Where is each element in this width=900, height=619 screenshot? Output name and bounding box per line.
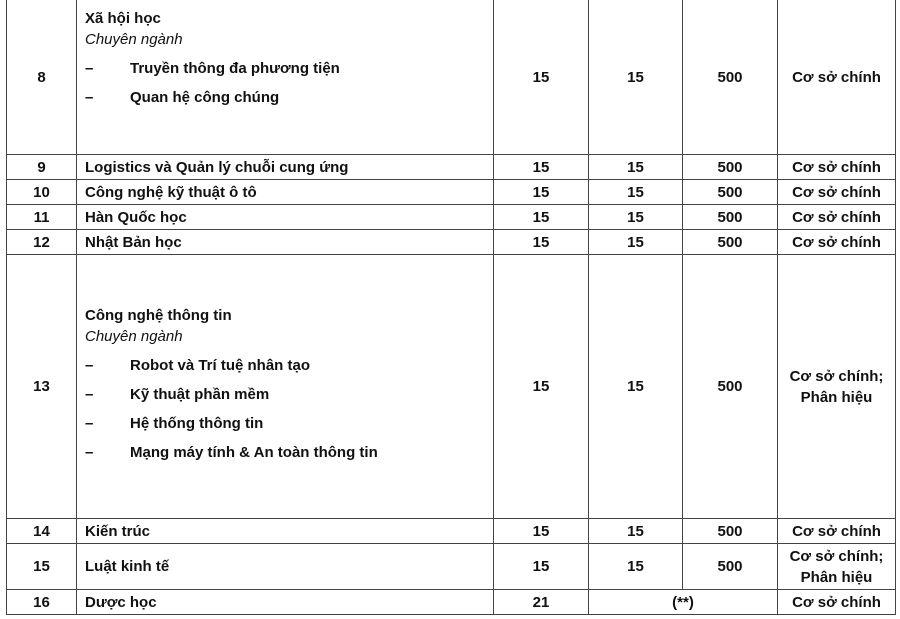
campus-cell: [778, 255, 896, 519]
admissions-table: [6, 0, 896, 615]
quota-cell-1: 15: [494, 155, 589, 180]
row-number: 11: [7, 205, 77, 230]
table-row: [7, 255, 896, 519]
campus-cell: [778, 230, 896, 255]
row-number: 14: [7, 519, 77, 544]
quota-cell-2: 15: [589, 205, 683, 230]
campus-name: Cơ sở chính: [792, 208, 881, 226]
merged-quota-cell: (**): [589, 590, 778, 615]
program-name: Hàn Quốc học: [85, 208, 187, 226]
campus-name: Cơ sở chính: [792, 522, 881, 540]
row-number: 16: [7, 590, 77, 615]
row-number: 8: [7, 0, 77, 155]
quota-cell-1: 15: [494, 255, 589, 519]
program-name: Dược học: [85, 593, 157, 611]
program-name: Nhật Bản học: [85, 233, 182, 251]
campus-name: Cơ sở chính;: [789, 367, 884, 385]
program-cell: [77, 205, 494, 230]
specialization-item: [85, 380, 485, 409]
specialization-name: Truyền thông đa phương tiện: [130, 59, 340, 77]
specialization-label: Chuyên ngành: [85, 328, 183, 345]
dash-marker: –: [85, 415, 94, 432]
quota-cell-1: 15: [494, 180, 589, 205]
dash-marker: –: [85, 386, 94, 403]
quota-cell-3: 500: [683, 544, 778, 590]
program-cell: [77, 590, 494, 615]
quota-cell-2: 15: [589, 180, 683, 205]
specialization-item: [85, 351, 485, 380]
specialization-item: [85, 409, 485, 438]
dash-marker: –: [85, 59, 94, 77]
quota-cell-3: 500: [683, 0, 778, 155]
row-number: 13: [7, 255, 77, 519]
program-name: Kiến trúc: [85, 522, 151, 540]
campus-name: Cơ sở chính: [792, 593, 881, 611]
dash-marker: –: [85, 444, 94, 461]
campus-cell: [778, 155, 896, 180]
quota-cell-2: 15: [589, 255, 683, 519]
specialization-item: [85, 438, 485, 467]
specialization-item: [85, 83, 485, 112]
program-name: Luật kinh tế: [85, 558, 170, 575]
specialization-item: [85, 54, 485, 83]
quota-cell-2: 15: [589, 155, 683, 180]
table-row: [7, 205, 896, 230]
campus-name: Cơ sở chính: [792, 183, 881, 201]
campus-cell: [778, 180, 896, 205]
table-row: [7, 544, 896, 590]
dash-marker: –: [85, 357, 94, 374]
quota-cell-1: 21: [494, 590, 589, 615]
quota-cell-1: 15: [494, 230, 589, 255]
quota-cell-1: 15: [494, 544, 589, 590]
row-number: 10: [7, 180, 77, 205]
campus-name: Phân hiệu: [800, 388, 873, 406]
table-row: [7, 230, 896, 255]
quota-cell-2: 15: [589, 0, 683, 155]
program-cell: [77, 0, 494, 155]
program-cell: [77, 519, 494, 544]
campus-cell: [778, 205, 896, 230]
specialization-name: Quan hệ công chúng: [130, 88, 280, 106]
quota-cell-3: 500: [683, 519, 778, 544]
table-row: [7, 180, 896, 205]
campus-name: Cơ sở chính: [792, 233, 881, 251]
program-cell: [77, 230, 494, 255]
program-name: Xã hội học: [85, 9, 161, 27]
quota-cell-3: 500: [683, 155, 778, 180]
campus-cell: [778, 590, 896, 615]
quota-cell-1: 15: [494, 205, 589, 230]
specialization-name: Kỹ thuật phần mềm: [130, 386, 270, 403]
campus-name: Phân hiệu: [800, 568, 873, 586]
quota-cell-2: 15: [589, 519, 683, 544]
dash-marker: –: [85, 88, 94, 106]
quota-cell-2: 15: [589, 230, 683, 255]
quota-cell-3: 500: [683, 230, 778, 255]
specialization-name: Hệ thống thông tin: [130, 415, 264, 432]
quota-cell-1: 15: [494, 519, 589, 544]
table-row: [7, 155, 896, 180]
quota-cell-2: 15: [589, 544, 683, 590]
quota-cell-3: 500: [683, 205, 778, 230]
row-number: 9: [7, 155, 77, 180]
program-name: Công nghệ kỹ thuật ô tô: [85, 183, 257, 201]
program-name: Công nghệ thông tin: [85, 307, 232, 324]
quota-cell-3: 500: [683, 255, 778, 519]
quota-cell-1: 15: [494, 0, 589, 155]
quota-cell-3: 500: [683, 180, 778, 205]
table-row: [7, 0, 896, 155]
specialization-label: Chuyên ngành: [85, 30, 183, 48]
program-cell: [77, 155, 494, 180]
campus-name: Cơ sở chính: [792, 68, 881, 86]
campus-name: Cơ sở chính: [792, 158, 881, 176]
campus-name: Cơ sở chính;: [789, 547, 884, 565]
campus-cell: [778, 544, 896, 590]
campus-cell: [778, 0, 896, 155]
specialization-name: Mạng máy tính & An toàn thông tin: [130, 444, 378, 461]
program-cell: [77, 180, 494, 205]
program-name: Logistics và Quản lý chuỗi cung ứng: [85, 158, 349, 176]
table-row: [7, 590, 896, 615]
table-row: [7, 519, 896, 544]
specialization-name: Robot và Trí tuệ nhân tạo: [130, 357, 311, 374]
campus-cell: [778, 519, 896, 544]
row-number: 12: [7, 230, 77, 255]
row-number: 15: [7, 544, 77, 590]
program-cell: [77, 255, 494, 519]
program-cell: [77, 544, 494, 590]
